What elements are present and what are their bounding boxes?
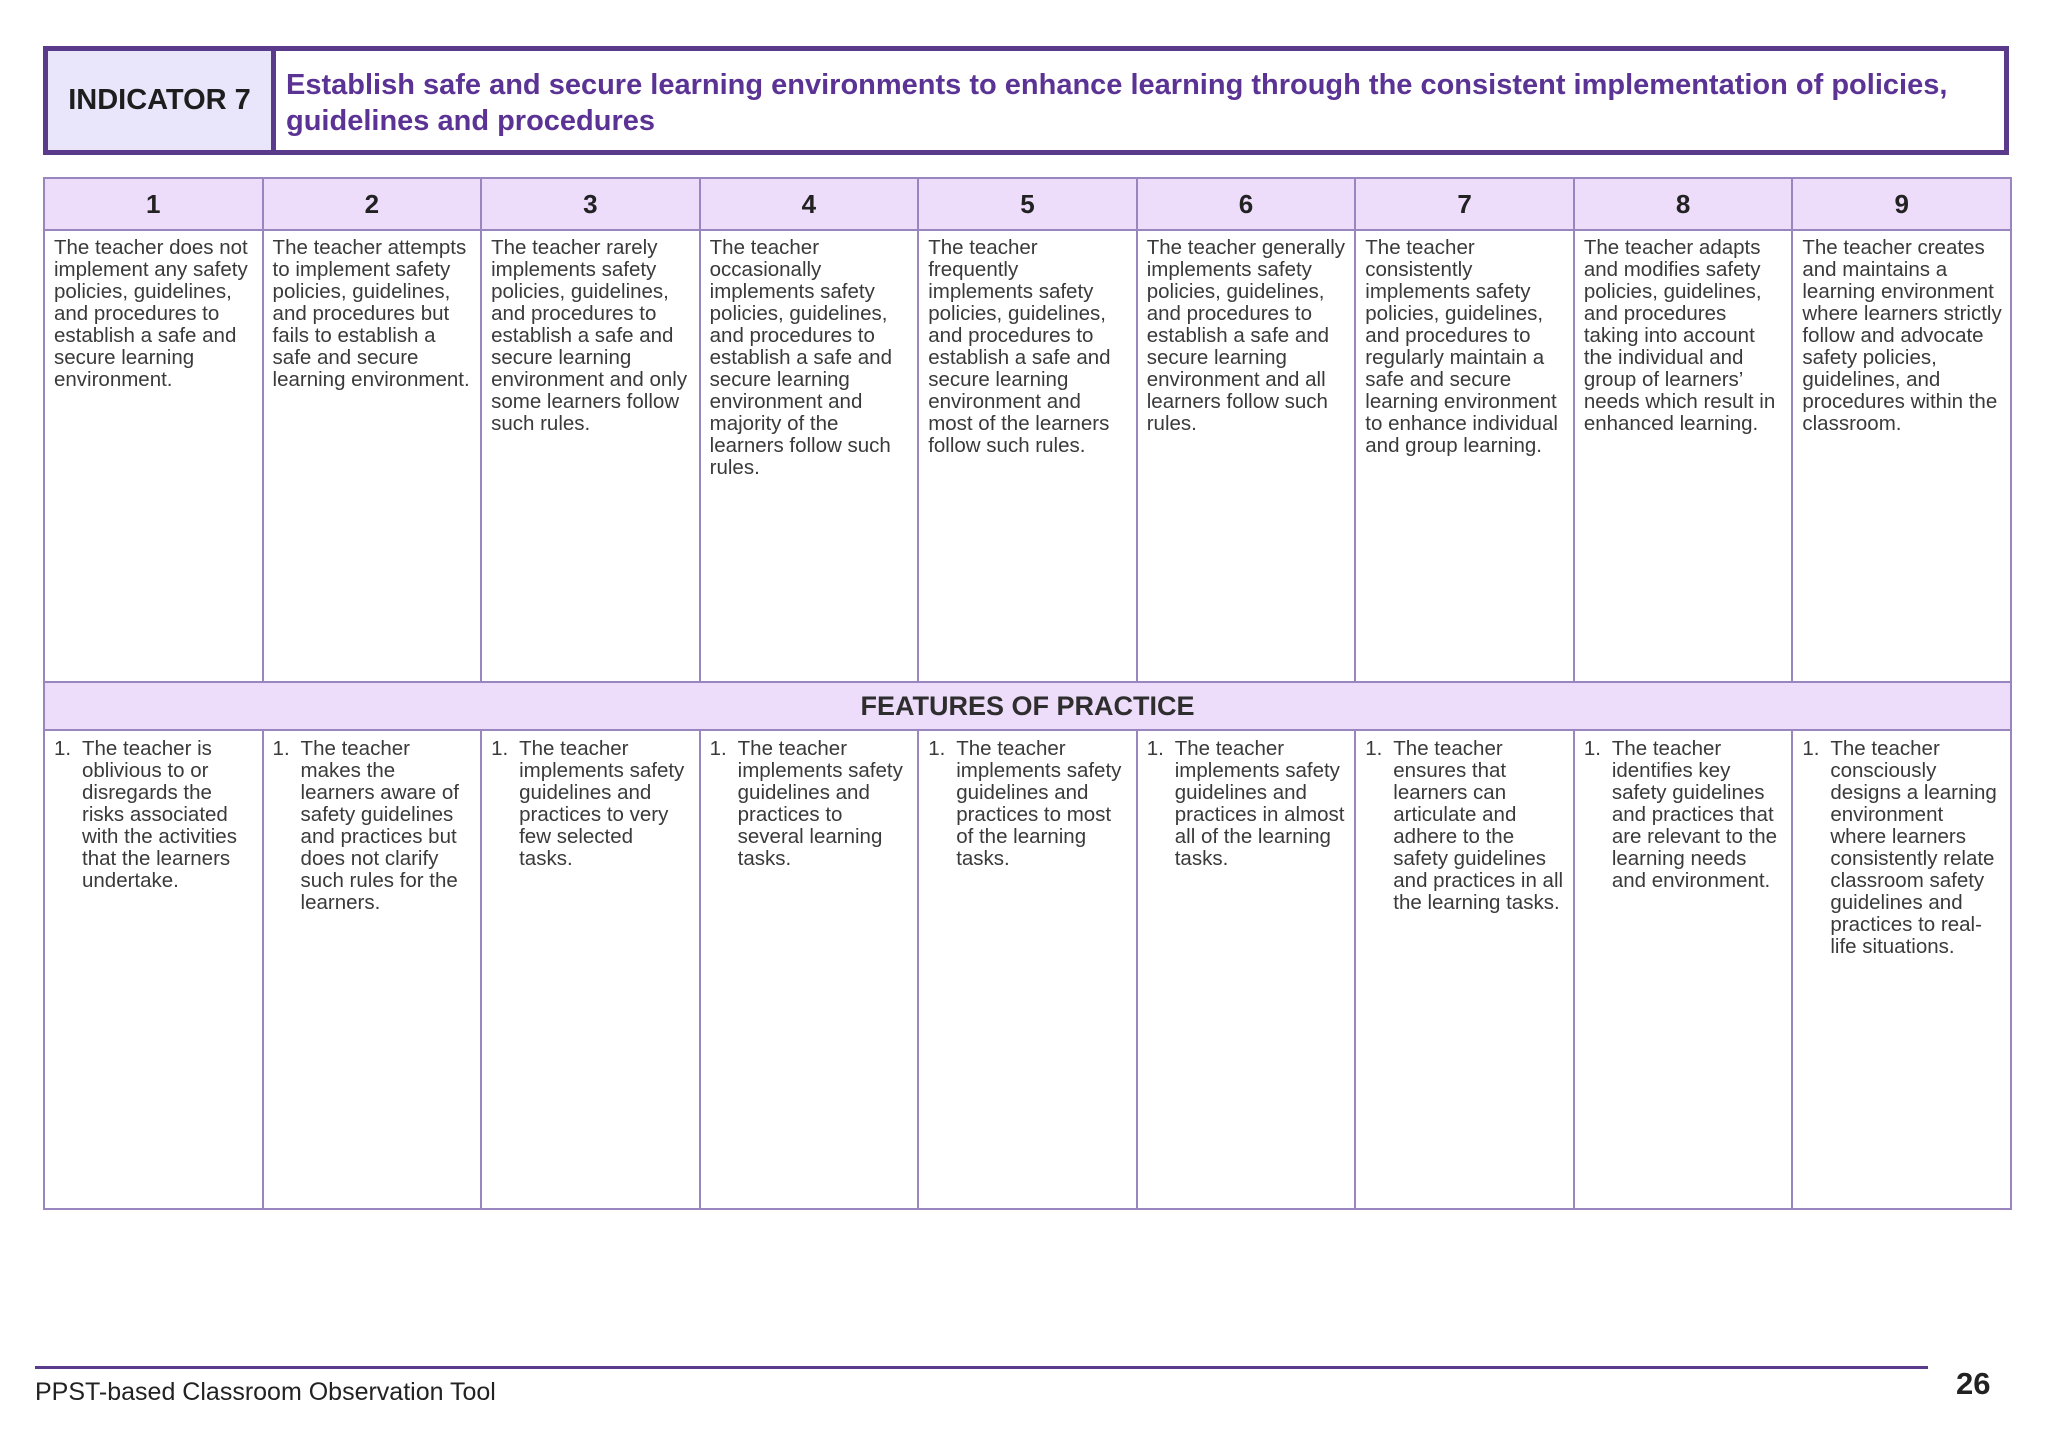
feature-item-text: The teacher identifies key safety guidelines and practices that are relevant to the learning needs and environment. <box>1611 737 1778 892</box>
footer-divider <box>35 1366 1928 1369</box>
features-heading-row <box>44 682 2011 730</box>
level-description: The teacher occasionally implements safety policies, guidelines, and procedures to establish a safe and secure learning environment and majority of the learners follow such rules. <box>700 230 919 682</box>
feature-item <box>1365 738 1565 914</box>
page-number: 26 <box>1956 1366 1991 1401</box>
indicator-label: INDICATOR 7 <box>48 51 276 150</box>
feature-cell <box>918 730 1137 1209</box>
feature-item <box>928 738 1128 870</box>
level-number: 5 <box>918 178 1137 230</box>
level-description: The teacher generally implements safety policies, guidelines, and procedures to establish a safe and secure learning environment and all learners follow such rules. <box>1137 230 1356 682</box>
feature-item-number: 1. <box>1146 737 1164 760</box>
feature-item-number: 1. <box>272 737 290 760</box>
feature-item <box>54 738 254 892</box>
feature-item-number: 1. <box>1583 737 1601 760</box>
feature-item-number: 1. <box>54 737 72 760</box>
features-heading: FEATURES OF PRACTICE <box>44 682 2011 730</box>
level-description: The teacher attempts to implement safety policies, guidelines, and procedures but fails to establish a safe and secure learning environment. <box>263 230 482 682</box>
rubric-table <box>43 177 2012 1210</box>
level-number: 3 <box>481 178 700 230</box>
feature-item-text: The teacher implements safety guidelines and practices in almost all of the learning tasks. <box>1174 737 1345 870</box>
level-description: The teacher adapts and modifies safety policies, guidelines, and procedures taking into account the individual and group of learners’ needs which result in enhanced learning. <box>1574 230 1793 682</box>
feature-item-text: The teacher consciously designs a learning environment where learners consistently relate classroom safety guidelines and practices to real-life situations. <box>1830 737 1997 958</box>
level-number: 1 <box>44 178 263 230</box>
indicator-text: Establish safe and secure learning environments to enhance learning through the consistent implementation of policies, guidelines and procedures <box>286 69 1948 137</box>
level-header-row <box>44 178 2011 230</box>
features-row <box>44 730 2011 1209</box>
feature-item-number: 1. <box>709 737 727 760</box>
level-number: 8 <box>1574 178 1793 230</box>
level-description: The teacher rarely implements safety policies, guidelines, and procedures to establish a safe and secure learning environment and only some learners follow such rules. <box>481 230 700 682</box>
feature-cell <box>481 730 700 1209</box>
feature-item <box>1147 738 1347 870</box>
feature-item-text: The teacher implements safety guidelines and practices to very few selected tasks. <box>519 737 685 870</box>
feature-cell <box>700 730 919 1209</box>
footer-title: PPST-based Classroom Observation Tool <box>35 1378 496 1406</box>
level-description: The teacher frequently implements safety policies, guidelines, and procedures to establish a safe and secure learning environment and most of the learners follow such rules. <box>918 230 1137 682</box>
level-description-row <box>44 230 2011 682</box>
level-number: 2 <box>263 178 482 230</box>
feature-item <box>1802 738 2002 958</box>
feature-item-number: 1. <box>1802 737 1820 760</box>
feature-item-text: The teacher implements safety guidelines and practices to several learning tasks. <box>737 737 903 870</box>
feature-item-number: 1. <box>491 737 509 760</box>
feature-item-text: The teacher ensures that learners can articulate and adhere to the safety guidelines and practices in all the learning tasks. <box>1393 737 1564 914</box>
feature-cell <box>1792 730 2011 1209</box>
feature-cell <box>1355 730 1574 1209</box>
feature-cell <box>263 730 482 1209</box>
feature-item-text: The teacher makes the learners aware of safety guidelines and practices but does not clarify such rules for the learners. <box>300 737 459 914</box>
feature-cell <box>1137 730 1356 1209</box>
feature-cell <box>1574 730 1793 1209</box>
feature-item <box>273 738 473 914</box>
feature-item-number: 1. <box>928 737 946 760</box>
feature-item <box>491 738 691 870</box>
level-number: 6 <box>1137 178 1356 230</box>
feature-item-number: 1. <box>1365 737 1383 760</box>
level-description: The teacher does not implement any safety policies, guidelines, and procedures to establish a safe and secure learning environment. <box>44 230 263 682</box>
level-number: 9 <box>1792 178 2011 230</box>
level-number: 7 <box>1355 178 1574 230</box>
feature-cell <box>44 730 263 1209</box>
feature-item <box>1584 738 1784 892</box>
level-number: 4 <box>700 178 919 230</box>
indicator-header <box>43 46 2009 155</box>
level-description: The teacher creates and maintains a learning environment where learners strictly follow and advocate safety policies, guidelines, and procedures within the classroom. <box>1792 230 2011 682</box>
feature-item <box>710 738 910 870</box>
level-description: The teacher consistently implements safety policies, guidelines, and procedures to regularly maintain a safe and secure learning environment to enhance individual and group learning. <box>1355 230 1574 682</box>
feature-item-text: The teacher is oblivious to or disregards the risks associated with the activities that the learners undertake. <box>82 737 237 892</box>
feature-item-text: The teacher implements safety guidelines and practices to most of the learning tasks. <box>956 737 1122 870</box>
